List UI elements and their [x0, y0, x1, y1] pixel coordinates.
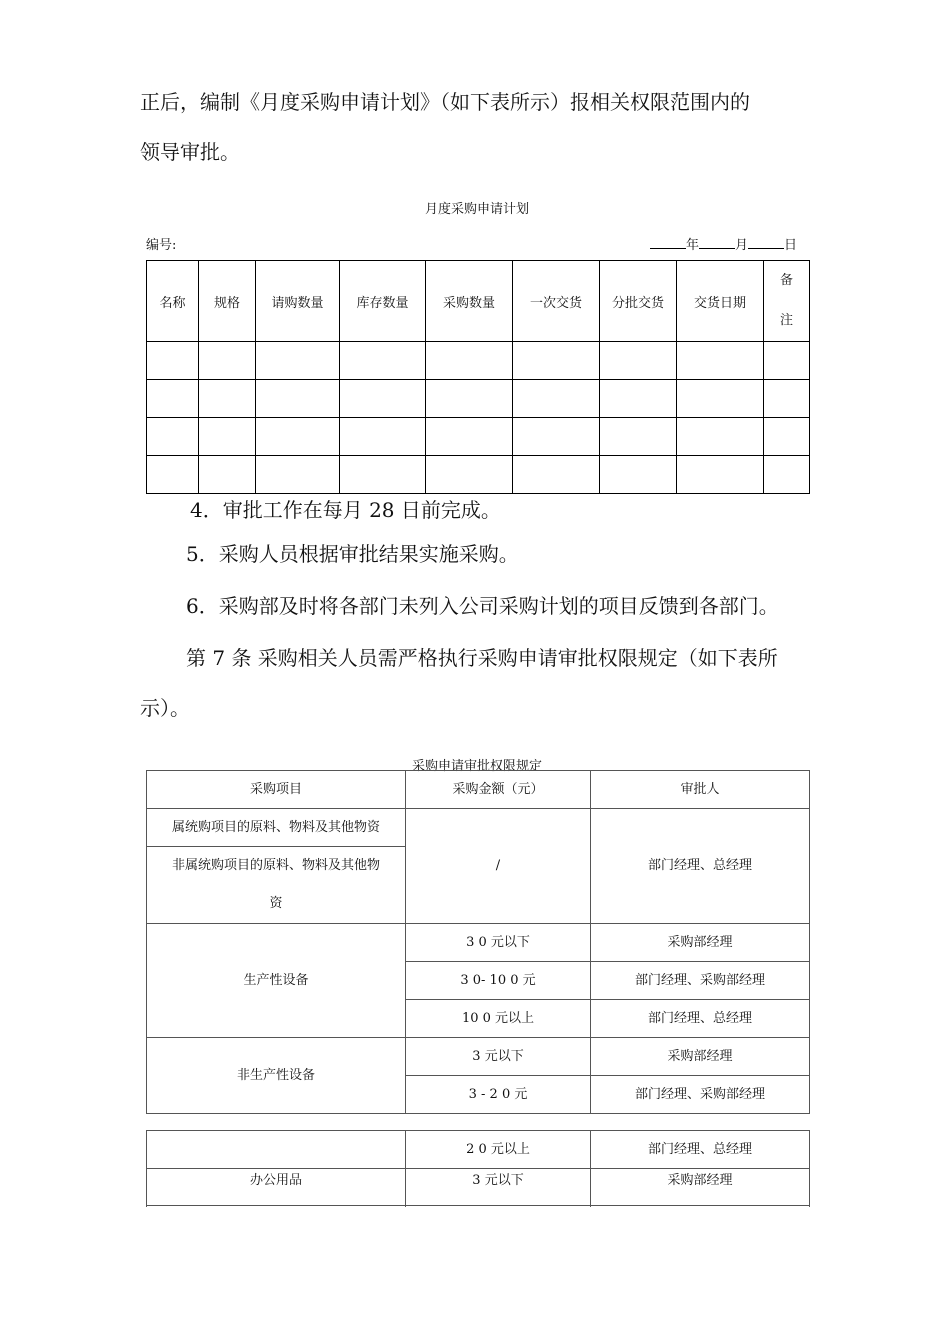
header-purchase-item: 采购项目: [147, 771, 406, 809]
cont-amount-1: 2 0 元以上: [406, 1131, 591, 1169]
date-month-label: 月: [735, 238, 749, 253]
approval-table-title: 采购申请审批权限规定: [411, 759, 542, 774]
date-line: [650, 232, 797, 260]
approval-table-continued: [146, 1130, 810, 1207]
table-row: [147, 380, 810, 418]
office-supplies: 办公用品: [147, 1169, 406, 1207]
nonprod-approver-1: 采购部经理: [591, 1038, 810, 1076]
date-year-label: 年: [686, 238, 700, 253]
raw-materials-nonunified: 非属统购项目的原料、物料及其他物 资: [147, 847, 406, 924]
table-row: [147, 418, 810, 456]
intro-line-1: 正后，编制《月度采购申请计划》（如下表所示）报相关权限范围内的: [140, 90, 750, 114]
table-row: [147, 1131, 810, 1169]
prod-amount-1: 3 0 元以下: [406, 924, 591, 962]
cont-amount-2: 3 元以下: [406, 1169, 591, 1207]
plan-header-row: [147, 261, 810, 342]
header-remarks: 备 注: [764, 261, 810, 342]
header-purchase-amount: 采购金额（元）: [406, 771, 591, 809]
header-stock-qty: 库存数量: [340, 261, 426, 342]
table-row: [147, 924, 810, 962]
approval-header-row: [147, 771, 810, 809]
header-single-delivery: 一次交货: [513, 261, 600, 342]
item-5: 5．采购人员根据审批结果实施采购。: [186, 542, 519, 566]
raw-materials-amount: /: [406, 809, 591, 924]
header-approver: 审批人: [591, 771, 810, 809]
table-row: [147, 1038, 810, 1076]
prod-approver-3: 部门经理、总经理: [591, 1000, 810, 1038]
header-name: 名称: [147, 261, 199, 342]
header-batch-delivery: 分批交货: [600, 261, 677, 342]
intro-line-2: 领导审批。: [140, 140, 240, 164]
raw-materials-approver: 部门经理、总经理: [591, 809, 810, 924]
nonprod-approver-2: 部门经理、采购部经理: [591, 1076, 810, 1114]
nonproduction-equipment: 非生产性设备: [147, 1038, 406, 1114]
cont-approver-2: 采购部经理: [591, 1169, 810, 1207]
table-row: [147, 342, 810, 380]
prod-approver-1: 采购部经理: [591, 924, 810, 962]
item-4: 4．审批工作在每月 28 日前完成。: [190, 498, 501, 522]
prod-amount-2: 3 0- 10 0 元: [406, 962, 591, 1000]
header-spec: 规格: [199, 261, 256, 342]
prod-amount-3: 10 0 元以上: [406, 1000, 591, 1038]
date-day-label: 日: [784, 238, 798, 253]
table-row: [147, 456, 810, 494]
prod-approver-2: 部门经理、采购部经理: [591, 962, 810, 1000]
article-7-line-2: 示）。: [140, 696, 190, 720]
article-7-line-1: 第 7 条 采购相关人员需严格执行采购申请审批权限规定（如下表所: [186, 646, 778, 670]
table-row: [147, 809, 810, 847]
nonprod-amount-1: 3 元以下: [406, 1038, 591, 1076]
table-row: [147, 1169, 810, 1207]
header-delivery-date: 交货日期: [677, 261, 764, 342]
raw-materials-unified: 属统购项目的原料、物料及其他物资: [147, 809, 406, 847]
monthly-plan-table: [146, 260, 810, 494]
header-purchase-qty: 采购数量: [426, 261, 513, 342]
cont-approver-1: 部门经理、总经理: [591, 1131, 810, 1169]
production-equipment: 生产性设备: [147, 924, 406, 1038]
nonprod-amount-2: 3 - 2 0 元: [406, 1076, 591, 1114]
approval-table: [146, 770, 810, 1114]
table-bottom-rule: [146, 1205, 809, 1206]
header-request-qty: 请购数量: [256, 261, 340, 342]
number-label: 编号:: [146, 238, 177, 253]
item-6: 6．采购部及时将各部门未列入公司采购计划的项目反馈到各部门。: [186, 594, 779, 618]
plan-table-title: 月度采购申请计划: [424, 202, 529, 217]
